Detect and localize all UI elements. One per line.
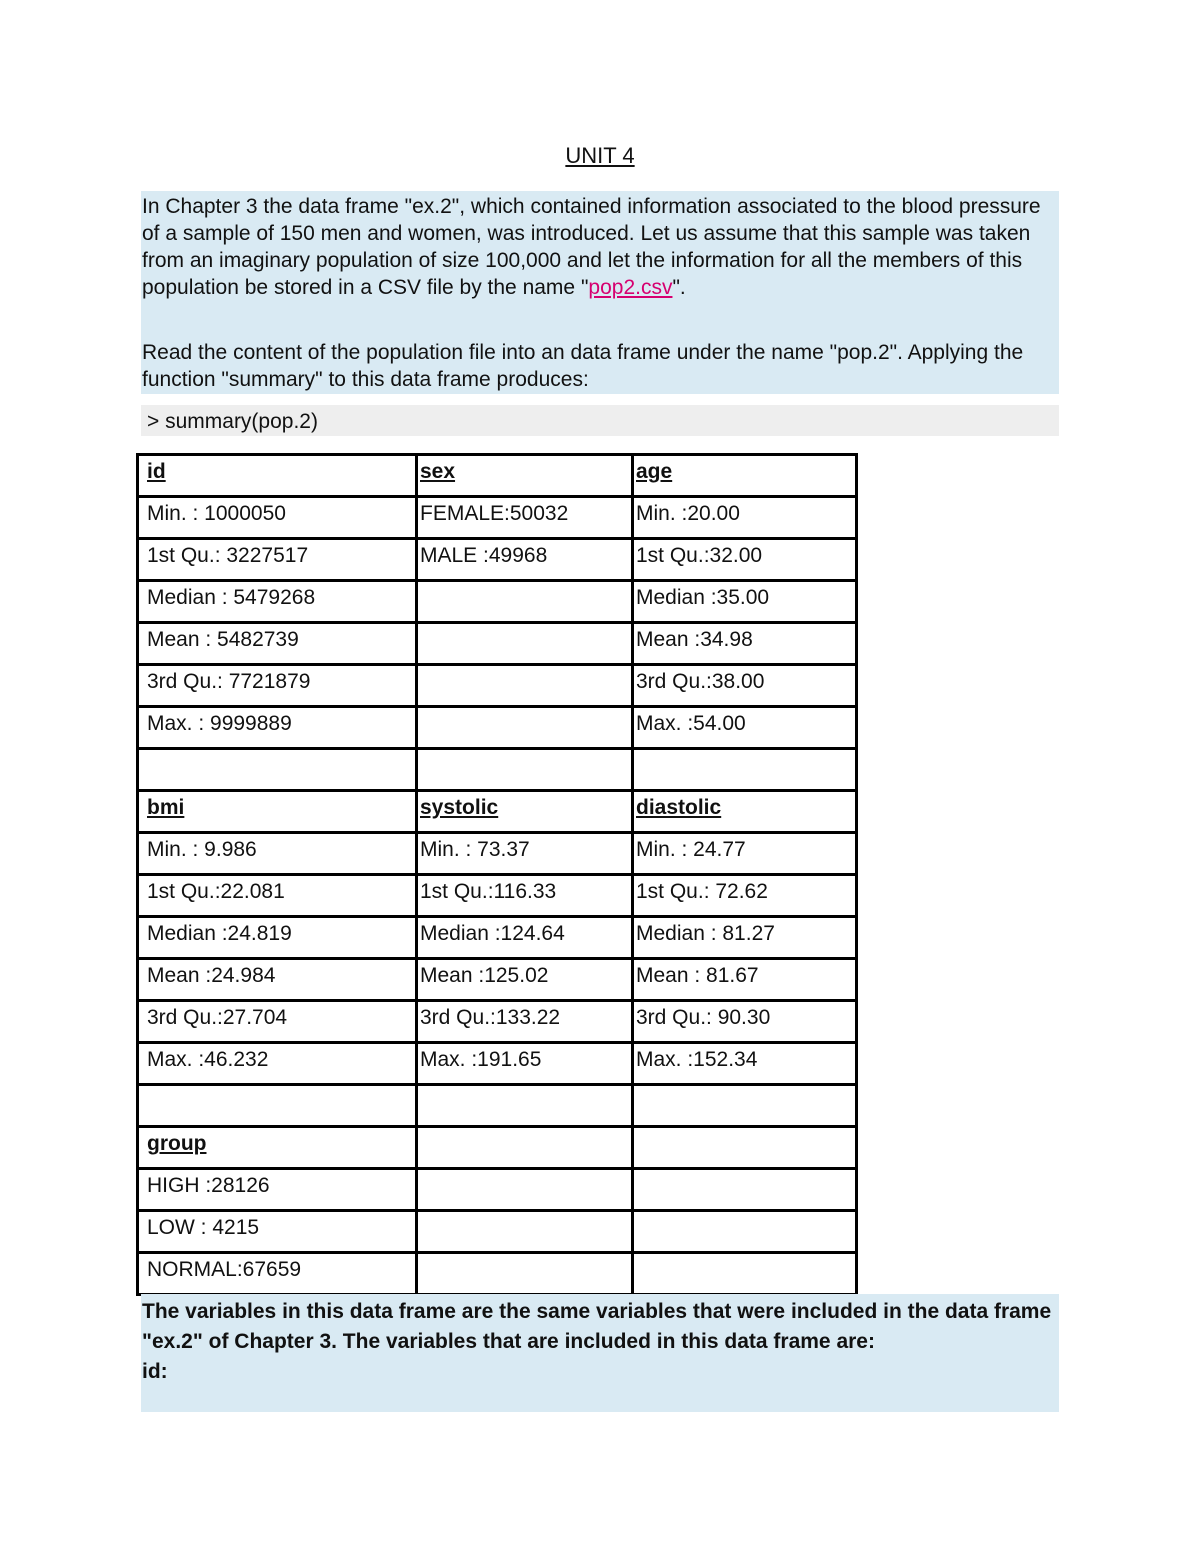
table-cell: Mean :125.02 bbox=[418, 960, 631, 999]
table-cell: 3rd Qu.: 7721879 bbox=[139, 666, 415, 705]
table-cell: 1st Qu.: 3227517 bbox=[139, 540, 415, 579]
intro-text-after-link: ". bbox=[672, 276, 686, 299]
table-cell bbox=[418, 666, 631, 705]
table-cell bbox=[418, 1086, 631, 1125]
table-cell: 3rd Qu.: 90.30 bbox=[634, 1002, 855, 1041]
table-cell: HIGH :28126 bbox=[139, 1170, 415, 1209]
table-header-cell bbox=[634, 1128, 855, 1167]
table-cell: Median :35.00 bbox=[634, 582, 855, 621]
intro-section bbox=[141, 191, 1059, 394]
table-cell: Mean :24.984 bbox=[139, 960, 415, 999]
table-cell: MALE :49968 bbox=[418, 540, 631, 579]
paragraph-gap bbox=[142, 301, 1057, 339]
table-cell bbox=[634, 1254, 855, 1293]
table-header-cell: diastolic bbox=[634, 792, 855, 831]
table-cell bbox=[139, 750, 415, 789]
table-cell: 1st Qu.:22.081 bbox=[139, 876, 415, 915]
table-cell bbox=[634, 750, 855, 789]
table-header-cell: bmi bbox=[139, 792, 415, 831]
table-cell: 3rd Qu.:38.00 bbox=[634, 666, 855, 705]
r-command-line: > summary(pop.2) bbox=[141, 405, 1059, 436]
table-cell bbox=[418, 1212, 631, 1251]
footer-last-line: id: bbox=[142, 1360, 168, 1383]
table-cell: 1st Qu.:32.00 bbox=[634, 540, 855, 579]
table-header-cell bbox=[418, 1128, 631, 1167]
table-cell bbox=[418, 1254, 631, 1293]
table-cell: Min. : 73.37 bbox=[418, 834, 631, 873]
table-cell: FEMALE:50032 bbox=[418, 498, 631, 537]
table-cell: Mean : 5482739 bbox=[139, 624, 415, 663]
pop2-csv-link[interactable]: pop2.csv bbox=[588, 276, 673, 299]
table-cell bbox=[634, 1086, 855, 1125]
table-header-cell: id bbox=[139, 456, 415, 495]
table-cell bbox=[418, 708, 631, 747]
table-header-cell: systolic bbox=[418, 792, 631, 831]
intro-paragraph-2: Read the content of the population file into an data frame under the name "pop.2". Applying the function "summary" to this data frame produces: bbox=[142, 341, 1024, 391]
table-cell: 1st Qu.:116.33 bbox=[418, 876, 631, 915]
summary-table bbox=[136, 453, 858, 1296]
table-cell: Median :124.64 bbox=[418, 918, 631, 957]
table-cell: 3rd Qu.:27.704 bbox=[139, 1002, 415, 1041]
table-cell bbox=[634, 1170, 855, 1209]
table-cell: Max. :191.65 bbox=[418, 1044, 631, 1083]
footer-paragraph: The variables in this data frame are the same variables that were included in the data frame "ex.2" of Chapter 3. The variables that are included in this data frame are: bbox=[142, 1300, 1052, 1353]
table-header-cell: group bbox=[139, 1128, 415, 1167]
table-cell: Median :24.819 bbox=[139, 918, 415, 957]
page-title: UNIT 4 bbox=[565, 143, 635, 168]
table-header-cell: age bbox=[634, 456, 855, 495]
table-cell: Max. : 9999889 bbox=[139, 708, 415, 747]
table-cell: Median : 5479268 bbox=[139, 582, 415, 621]
table-cell bbox=[634, 1212, 855, 1251]
table-cell: Min. :20.00 bbox=[634, 498, 855, 537]
table-cell: Max. :54.00 bbox=[634, 708, 855, 747]
table-cell: Min. : 9.986 bbox=[139, 834, 415, 873]
table-header-cell: sex bbox=[418, 456, 631, 495]
table-cell bbox=[139, 1086, 415, 1125]
intro-text-before-link: In Chapter 3 the data frame "ex.2", which contained information associated to the blood pressure of a sample of 150 men and women, was introduced. Let us assume that this sample was taken from an imaginary population of size 100,000 and let the information for all the members of this population be stored in a CSV file by the name " bbox=[142, 195, 1041, 299]
table-cell: Mean :34.98 bbox=[634, 624, 855, 663]
table-cell: NORMAL:67659 bbox=[139, 1254, 415, 1293]
table-cell: 3rd Qu.:133.22 bbox=[418, 1002, 631, 1041]
table-cell: Min. : 1000050 bbox=[139, 498, 415, 537]
table-cell bbox=[418, 1170, 631, 1209]
table-cell: Mean : 81.67 bbox=[634, 960, 855, 999]
table-cell: Max. :46.232 bbox=[139, 1044, 415, 1083]
table-cell: LOW : 4215 bbox=[139, 1212, 415, 1251]
table-cell: Median : 81.27 bbox=[634, 918, 855, 957]
table-cell bbox=[418, 582, 631, 621]
table-cell: 1st Qu.: 72.62 bbox=[634, 876, 855, 915]
table-cell bbox=[418, 624, 631, 663]
table-cell: Min. : 24.77 bbox=[634, 834, 855, 873]
table-cell: Max. :152.34 bbox=[634, 1044, 855, 1083]
table-cell bbox=[418, 750, 631, 789]
intro-paragraph-1 bbox=[142, 193, 1057, 301]
footer-section bbox=[141, 1294, 1059, 1412]
